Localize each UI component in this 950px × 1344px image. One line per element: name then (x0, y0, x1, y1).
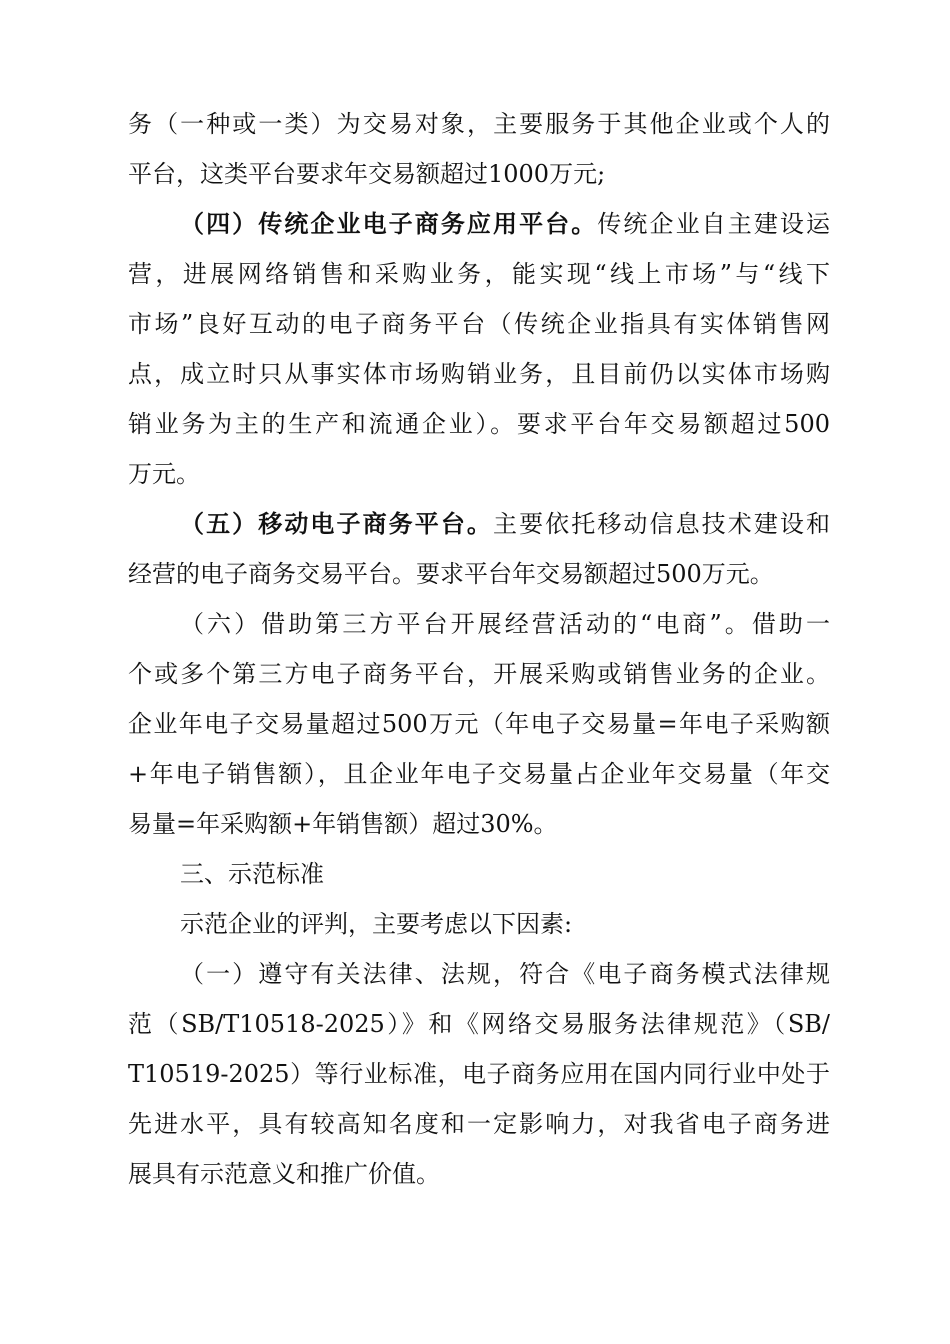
section-text: 主要依托移动信息技术建设和 (493, 510, 830, 538)
text-line: 先进水平，具有较高知名度和一定影响力，对我省电子商务进 (128, 1110, 830, 1138)
text-line: （一）遵守有关法律、法规，符合《电子商务模式法律规 (180, 960, 830, 988)
text-line: 示范企业的评判，主要考虑以下因素: (180, 910, 573, 938)
text-line: 展具有示范意义和推广价值。 (128, 1160, 440, 1188)
text-line: 平台，这类平台要求年交易额超过1000万元; (128, 160, 606, 188)
text-line: 经营的电子商务交易平台。要求平台年交易额超过500万元。 (128, 560, 774, 588)
text-line: （六）借助第三方平台开展经营活动的“电商”。借助一 (180, 610, 830, 638)
paragraph-line (180, 207, 830, 241)
text-line: 企业年电子交易量超过500万元（年电子交易量=年电子采购额 (128, 710, 830, 738)
text-line: 市场”良好互动的电子商务平台（传统企业指具有实体销售网 (128, 310, 830, 338)
section-heading: （五）移动电子商务平台。 (180, 509, 493, 538)
paragraph-line (180, 507, 830, 541)
section-title: 三、示范标准 (180, 860, 324, 888)
text-line: 营，进展网络销售和采购业务，能实现“线上市场”与“线下 (128, 260, 830, 288)
text-line: +年电子销售额），且企业年电子交易量占企业年交易量（年交 (128, 760, 830, 788)
section-text: 传统企业自主建设运 (597, 210, 831, 238)
text-line: 务（一种或一类）为交易对象，主要服务于其他企业或个人的 (128, 110, 830, 138)
section-heading: （四）传统企业电子商务应用平台。 (180, 209, 598, 238)
text-line: 范（SB/T10518-2025）》和《网络交易服务法律规范》（SB/ (128, 1010, 830, 1038)
text-line: 易量=年采购额+年销售额）超过30%。 (128, 810, 558, 838)
text-line: T10519-2025）等行业标准，电子商务应用在国内同行业中处于 (128, 1060, 830, 1088)
text-line: 点，成立时只从事实体市场购销业务，且目前仍以实体市场购 (128, 360, 830, 388)
text-line: 个或多个第三方电子商务平台，开展采购或销售业务的企业。 (128, 660, 830, 688)
text-line: 销业务为主的生产和流通企业）。要求平台年交易额超过500 (128, 410, 830, 438)
text-line: 万元。 (128, 460, 200, 488)
